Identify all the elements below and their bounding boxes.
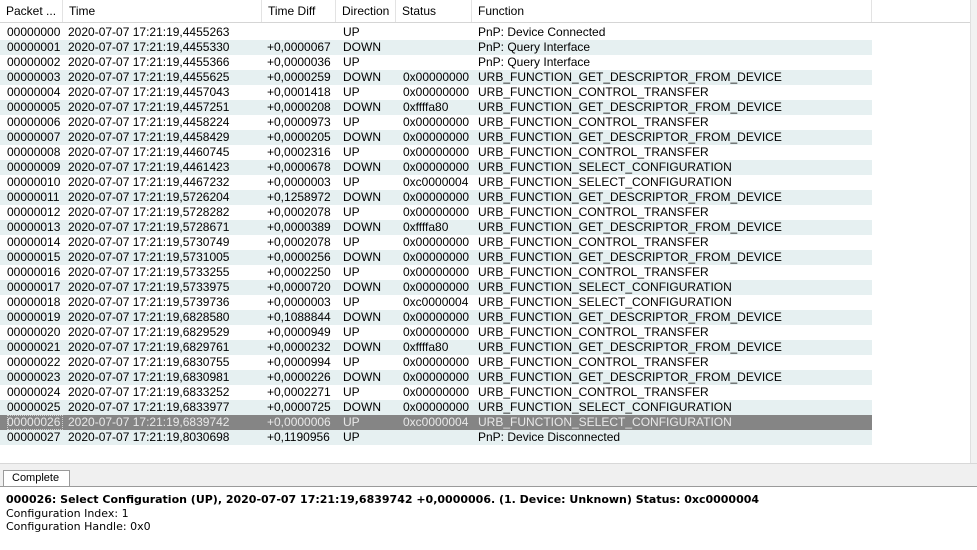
cell-packet-number: 00000000: [7, 25, 61, 39]
column-header-time[interactable]: Time: [63, 0, 262, 22]
cell-status: 0xffffa80: [403, 340, 449, 354]
table-row[interactable]: [0, 85, 872, 100]
cell-status: 0x00000000: [403, 400, 470, 414]
table-row[interactable]: [0, 370, 872, 385]
cell-time-diff: +0,0000003: [267, 295, 331, 309]
table-row[interactable]: [0, 205, 872, 220]
table-row[interactable]: [0, 100, 872, 115]
cell-time: 2020-07-07 17:21:19,4458224: [68, 115, 230, 129]
table-row[interactable]: [0, 220, 872, 235]
cell-direction: DOWN: [343, 340, 381, 354]
cell-direction: DOWN: [343, 280, 381, 294]
table-row[interactable]: [0, 415, 872, 430]
cell-direction: UP: [343, 25, 360, 39]
cell-time: 2020-07-07 17:21:19,5728671: [68, 220, 230, 234]
cell-function: URB_FUNCTION_SELECT_CONFIGURATION: [478, 175, 732, 189]
cell-time-diff: +0,0000003: [267, 175, 331, 189]
cell-packet-number: 00000027: [7, 430, 61, 444]
cell-function: URB_FUNCTION_GET_DESCRIPTOR_FROM_DEVICE: [478, 220, 782, 234]
cell-time: 2020-07-07 17:21:19,4455330: [68, 40, 230, 54]
cell-packet-number: 00000020: [7, 325, 61, 339]
cell-time-diff: +0,0000232: [267, 340, 331, 354]
cell-packet-number: 00000009: [7, 160, 61, 174]
cell-function: URB_FUNCTION_SELECT_CONFIGURATION: [478, 160, 732, 174]
cell-time: 2020-07-07 17:21:19,4457043: [68, 85, 230, 99]
cell-direction: UP: [343, 145, 360, 159]
cell-status: 0x00000000: [403, 85, 470, 99]
cell-function: URB_FUNCTION_GET_DESCRIPTOR_FROM_DEVICE: [478, 250, 782, 264]
cell-time: 2020-07-07 17:21:19,6828580: [68, 310, 230, 324]
cell-status: 0xc0000004: [403, 295, 469, 309]
cell-time-diff: +0,0000949: [267, 325, 331, 339]
cell-direction: UP: [343, 205, 360, 219]
cell-time-diff: +0,0000720: [267, 280, 331, 294]
cell-time-diff: +0,0002316: [267, 145, 331, 159]
cell-packet-number: 00000013: [7, 220, 61, 234]
column-header-time-diff[interactable]: Time Diff: [262, 0, 336, 22]
cell-time-diff: +0,0000226: [267, 370, 331, 384]
cell-packet-number: 00000022: [7, 355, 61, 369]
cell-direction: UP: [343, 265, 360, 279]
cell-direction: DOWN: [343, 220, 381, 234]
cell-function: URB_FUNCTION_CONTROL_TRANSFER: [478, 385, 709, 399]
cell-function: PnP: Query Interface: [478, 55, 591, 69]
cell-time: 2020-07-07 17:21:19,4455625: [68, 70, 230, 84]
cell-function: URB_FUNCTION_CONTROL_TRANSFER: [478, 85, 709, 99]
cell-time-diff: +0,0000067: [267, 40, 331, 54]
cell-packet-number: 00000019: [7, 310, 61, 324]
cell-time: 2020-07-07 17:21:19,5733255: [68, 265, 230, 279]
cell-status: 0x00000000: [403, 130, 470, 144]
cell-status: 0x00000000: [403, 70, 470, 84]
cell-time: 2020-07-07 17:21:19,6829761: [68, 340, 230, 354]
cell-time: 2020-07-07 17:21:19,6829529: [68, 325, 230, 339]
cell-time-diff: +0,0000725: [267, 400, 331, 414]
packet-rows: [0, 25, 872, 445]
cell-direction: DOWN: [343, 160, 381, 174]
cell-packet-number: 00000004: [7, 85, 61, 99]
cell-time-diff: +0,0002271: [267, 385, 331, 399]
cell-packet-number: 00000015: [7, 250, 61, 264]
cell-packet-number: 00000016: [7, 265, 61, 279]
cell-direction: UP: [343, 85, 360, 99]
cell-time: 2020-07-07 17:21:19,6839742: [68, 415, 230, 429]
cell-function: URB_FUNCTION_SELECT_CONFIGURATION: [478, 280, 732, 294]
cell-status: 0xc0000004: [403, 175, 469, 189]
cell-function: URB_FUNCTION_GET_DESCRIPTOR_FROM_DEVICE: [478, 100, 782, 114]
table-row[interactable]: [0, 175, 872, 190]
table-row[interactable]: [0, 265, 872, 280]
cell-function: URB_FUNCTION_SELECT_CONFIGURATION: [478, 295, 732, 309]
cell-function: PnP: Query Interface: [478, 40, 591, 54]
cell-time-diff: +0,0000006: [267, 415, 331, 429]
cell-time-diff: +0,0000259: [267, 70, 331, 84]
cell-direction: DOWN: [343, 130, 381, 144]
table-row[interactable]: [0, 280, 872, 295]
cell-packet-number: 00000026: [7, 415, 63, 430]
cell-function: URB_FUNCTION_GET_DESCRIPTOR_FROM_DEVICE: [478, 340, 782, 354]
tab-complete[interactable]: Complete: [3, 470, 70, 488]
cell-time-diff: +0,0000205: [267, 130, 331, 144]
table-row[interactable]: [0, 340, 872, 355]
cell-time: 2020-07-07 17:21:19,5739736: [68, 295, 230, 309]
table-row[interactable]: [0, 295, 872, 310]
table-row[interactable]: [0, 55, 872, 70]
cell-time-diff: +0,1088844: [267, 310, 331, 324]
cell-direction: UP: [343, 355, 360, 369]
cell-status: 0xc0000004: [403, 415, 469, 429]
cell-packet-number: 00000005: [7, 100, 61, 114]
cell-status: 0x00000000: [403, 325, 470, 339]
cell-packet-number: 00000014: [7, 235, 61, 249]
cell-direction: UP: [343, 235, 360, 249]
table-row[interactable]: [0, 250, 872, 265]
cell-status: 0x00000000: [403, 145, 470, 159]
cell-packet-number: 00000018: [7, 295, 61, 309]
cell-status: 0xffffa80: [403, 220, 449, 234]
cell-time-diff: +0,0000208: [267, 100, 331, 114]
cell-time-diff: +0,0002250: [267, 265, 331, 279]
cell-time-diff: +0,0000389: [267, 220, 331, 234]
cell-time-diff: +0,1258972: [267, 190, 331, 204]
cell-direction: DOWN: [343, 400, 381, 414]
cell-direction: DOWN: [343, 190, 381, 204]
cell-function: URB_FUNCTION_GET_DESCRIPTOR_FROM_DEVICE: [478, 130, 782, 144]
table-row[interactable]: [0, 400, 872, 415]
cell-time-diff: +0,0000678: [267, 160, 331, 174]
table-row[interactable]: [0, 310, 872, 325]
cell-function: URB_FUNCTION_CONTROL_TRANSFER: [478, 205, 709, 219]
cell-packet-number: 00000024: [7, 385, 61, 399]
details-pane: [0, 486, 977, 550]
cell-time-diff: +0,0002078: [267, 235, 331, 249]
cell-direction: DOWN: [343, 370, 381, 384]
cell-time: 2020-07-07 17:21:19,5730749: [68, 235, 230, 249]
cell-function: URB_FUNCTION_CONTROL_TRANSFER: [478, 355, 709, 369]
cell-time: 2020-07-07 17:21:19,4460745: [68, 145, 230, 159]
column-header-packet[interactable]: Packet ...: [0, 0, 63, 22]
table-row[interactable]: [0, 25, 872, 40]
cell-function: PnP: Device Connected: [478, 25, 606, 39]
cell-time-diff: +0,0000256: [267, 250, 331, 264]
cell-time-diff: +0,0000973: [267, 115, 331, 129]
table-row[interactable]: [0, 235, 872, 250]
cell-function: URB_FUNCTION_CONTROL_TRANSFER: [478, 265, 709, 279]
vertical-scrollbar[interactable]: [970, 0, 977, 463]
cell-direction: UP: [343, 325, 360, 339]
table-row[interactable]: [0, 325, 872, 340]
cell-time-diff: +0,1190956: [267, 430, 330, 444]
cell-function: URB_FUNCTION_CONTROL_TRANSFER: [478, 325, 709, 339]
cell-function: URB_FUNCTION_CONTROL_TRANSFER: [478, 235, 709, 249]
cell-status: 0x00000000: [403, 385, 470, 399]
cell-status: 0x00000000: [403, 310, 470, 324]
cell-status: [403, 25, 473, 40]
cell-packet-number: 00000007: [7, 130, 61, 144]
cell-packet-number: 00000023: [7, 370, 61, 384]
cell-direction: UP: [343, 295, 360, 309]
cell-packet-number: 00000012: [7, 205, 61, 219]
cell-direction: UP: [343, 115, 360, 129]
cell-time: 2020-07-07 17:21:19,5731005: [68, 250, 230, 264]
cell-time: 2020-07-07 17:21:19,4467232: [68, 175, 230, 189]
cell-direction: DOWN: [343, 250, 381, 264]
cell-packet-number: 00000021: [7, 340, 61, 354]
cell-packet-number: 00000002: [7, 55, 61, 69]
cell-direction: DOWN: [343, 40, 381, 54]
cell-function: URB_FUNCTION_GET_DESCRIPTOR_FROM_DEVICE: [478, 310, 782, 324]
cell-status: 0x00000000: [403, 205, 470, 219]
table-row[interactable]: [0, 145, 872, 160]
cell-status: 0x00000000: [403, 160, 470, 174]
cell-function: PnP: Device Disconnected: [478, 430, 621, 444]
cell-status: [403, 430, 473, 445]
cell-status: 0x00000000: [403, 115, 470, 129]
cell-time-diff: +0,0000036: [267, 55, 331, 69]
details-title: 000026: Select Configuration (UP), 2020-07-07 17:21:19,6839742 +0,0000006. (1. Device: Unknown) Status: 0xc0000004: [6, 493, 760, 506]
cell-direction: UP: [343, 430, 360, 444]
column-header-function[interactable]: Function: [472, 0, 872, 22]
cell-status: 0x00000000: [403, 280, 470, 294]
cell-function: URB_FUNCTION_CONTROL_TRANSFER: [478, 115, 709, 129]
cell-function: URB_FUNCTION_CONTROL_TRANSFER: [478, 145, 709, 159]
cell-status: 0x00000000: [403, 250, 470, 264]
cell-direction: UP: [343, 415, 360, 429]
cell-time: 2020-07-07 17:21:19,8030698: [68, 430, 230, 444]
table-row[interactable]: [0, 355, 872, 370]
table-row[interactable]: [0, 160, 872, 175]
cell-time: 2020-07-07 17:21:19,6830981: [68, 370, 230, 384]
column-header: [0, 0, 977, 23]
details-configuration-handle: Configuration Handle: 0x0: [6, 520, 151, 533]
tab-strip: [0, 463, 977, 487]
cell-time: 2020-07-07 17:21:19,6830755: [68, 355, 230, 369]
cell-time: 2020-07-07 17:21:19,6833252: [68, 385, 230, 399]
cell-function: URB_FUNCTION_SELECT_CONFIGURATION: [478, 400, 732, 414]
cell-packet-number: 00000006: [7, 115, 61, 129]
cell-function: URB_FUNCTION_GET_DESCRIPTOR_FROM_DEVICE: [478, 190, 782, 204]
cell-time: 2020-07-07 17:21:19,5726204: [68, 190, 230, 204]
cell-time: 2020-07-07 17:21:19,5728282: [68, 205, 230, 219]
column-header-status[interactable]: Status: [396, 0, 472, 22]
table-row[interactable]: [0, 385, 872, 400]
cell-packet-number: 00000008: [7, 145, 61, 159]
cell-packet-number: 00000025: [7, 400, 61, 414]
table-row[interactable]: [0, 40, 872, 55]
cell-time-diff: +0,0002078: [267, 205, 331, 219]
cell-status: [403, 55, 473, 70]
cell-time: 2020-07-07 17:21:19,4457251: [68, 100, 230, 114]
table-row[interactable]: [0, 130, 872, 145]
cell-time: 2020-07-07 17:21:19,5733975: [68, 280, 230, 294]
cell-status: 0xffffa80: [403, 100, 449, 114]
cell-direction: UP: [343, 385, 360, 399]
cell-time-diff: [267, 25, 339, 40]
cell-time-diff: +0,0001418: [267, 85, 331, 99]
cell-status: 0x00000000: [403, 355, 470, 369]
details-configuration-index: Configuration Index: 1: [6, 507, 129, 520]
cell-status: 0x00000000: [403, 235, 470, 249]
cell-direction: UP: [343, 55, 360, 69]
cell-packet-number: 00000010: [7, 175, 61, 189]
cell-time: 2020-07-07 17:21:19,4455263: [68, 25, 230, 39]
table-row[interactable]: [0, 70, 872, 85]
cell-function: URB_FUNCTION_GET_DESCRIPTOR_FROM_DEVICE: [478, 70, 782, 84]
cell-status: 0x00000000: [403, 265, 470, 279]
cell-time: 2020-07-07 17:21:19,4458429: [68, 130, 230, 144]
cell-direction: DOWN: [343, 100, 381, 114]
cell-packet-number: 00000003: [7, 70, 61, 84]
table-row[interactable]: [0, 190, 872, 205]
cell-packet-number: 00000001: [7, 40, 61, 54]
cell-function: URB_FUNCTION_SELECT_CONFIGURATION: [478, 415, 732, 429]
cell-time: 2020-07-07 17:21:19,6833977: [68, 400, 230, 414]
cell-direction: UP: [343, 175, 360, 189]
table-row[interactable]: [0, 430, 872, 445]
cell-direction: DOWN: [343, 70, 381, 84]
cell-time: 2020-07-07 17:21:19,4455366: [68, 55, 230, 69]
cell-packet-number: 00000017: [7, 280, 61, 294]
cell-function: URB_FUNCTION_GET_DESCRIPTOR_FROM_DEVICE: [478, 370, 782, 384]
cell-status: 0x00000000: [403, 190, 470, 204]
cell-status: 0x00000000: [403, 370, 470, 384]
cell-time: 2020-07-07 17:21:19,4461423: [68, 160, 230, 174]
cell-status: [403, 40, 473, 55]
table-row[interactable]: [0, 115, 872, 130]
cell-packet-number: 00000011: [7, 190, 60, 204]
column-header-direction[interactable]: Direction: [336, 0, 396, 22]
cell-time-diff: +0,0000994: [267, 355, 331, 369]
cell-direction: DOWN: [343, 310, 381, 324]
